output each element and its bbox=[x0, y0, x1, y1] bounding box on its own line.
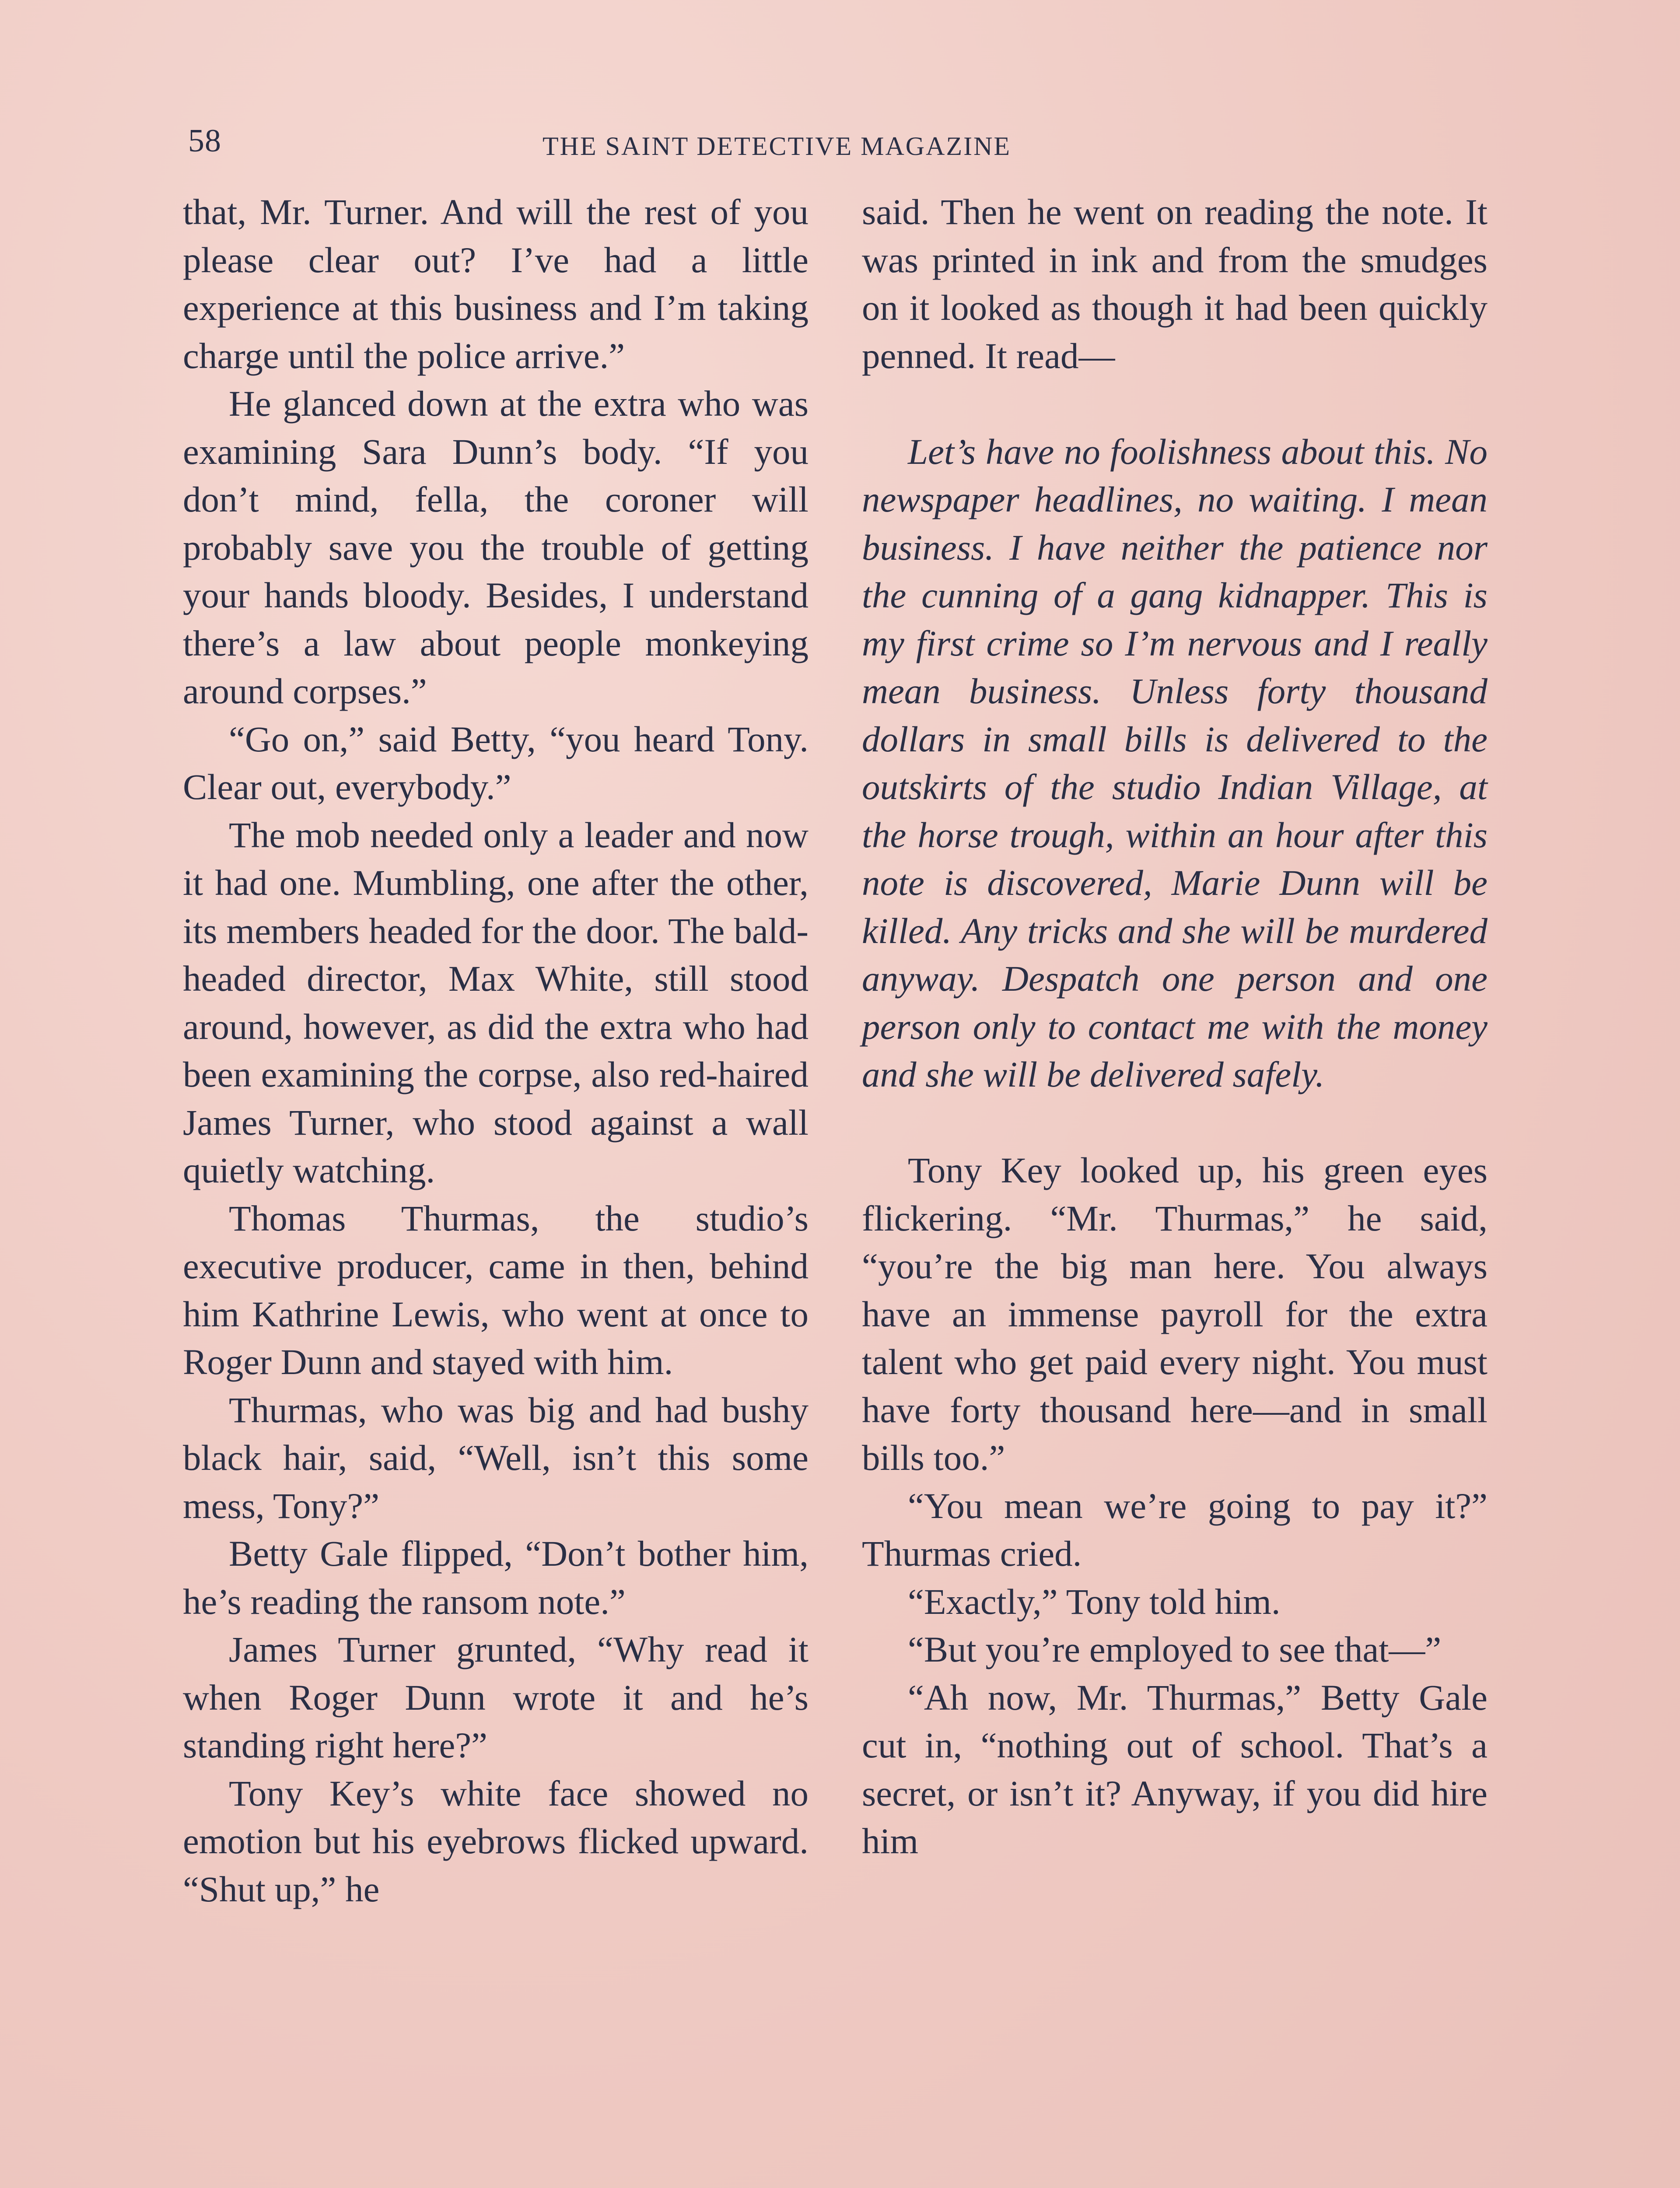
paragraph: Tony Key looked up, his green eyes flickering. “Mr. Thurmas,” he said, “you’re the big man here. You always have an immense payroll for the extra talent who get paid every night. You must have forty thousand here—and in small bills too.” bbox=[862, 1150, 1488, 1478]
paragraph: Betty Gale flipped, “Don’t bother him, he’s reading the ransom note.” bbox=[183, 1533, 808, 1622]
paragraph: Thurmas, who was big and had bushy black hair, said, “Well, isn’t this some mess, Tony?” bbox=[183, 1389, 808, 1526]
paragraph: The mob needed only a leader and now it had one. Mumbling, one after the other, its members headed for the door. The bald-headed director, Max White, still stood around, however, as did the extra who had been examining the corpse, also red-haired James Turner, who stood against a wall quietly watching. bbox=[183, 814, 808, 1190]
paragraph: that, Mr. Turner. And will the rest of you please clear out? I’ve had a little experience at this business and I’m taking charge until the police arrive.” bbox=[183, 192, 808, 376]
paragraph: “Ah now, Mr. Thurmas,” Betty Gale cut in, “nothing out of school. That’s a secret, or isn’t it? Anyway, if you did hire him bbox=[862, 1677, 1488, 1861]
paragraph: said. Then he went on reading the note. It was printed in ink and from the smudges on it looked as though it had been quickly penned. It read— bbox=[862, 192, 1488, 376]
paragraph: “You mean we’re going to pay it?” Thurmas cried. bbox=[862, 1485, 1488, 1574]
left-column bbox=[183, 188, 808, 1913]
running-head: THE SAINT DETECTIVE MAGAZINE bbox=[542, 132, 1012, 161]
right-column bbox=[862, 188, 1488, 1865]
paragraph: “But you’re employed to see that—” bbox=[908, 1629, 1442, 1669]
paragraph: He glanced down at the extra who was examining Sara Dunn’s body. “If you don’t mind, fella, the coroner will probably save you the trouble of getting your hands bloody. Besides, I understand there’s a law about people monkeying around corpses.” bbox=[183, 383, 808, 711]
paragraph: “Exactly,” Tony told him. bbox=[908, 1581, 1281, 1622]
paragraph: “Go on,” said Betty, “you heard Tony. Clear out, everybody.” bbox=[183, 719, 808, 807]
paragraph: Thomas Thurmas, the studio’s executive producer, came in then, behind him Kathrine Lewis, who went at once to Roger Dunn and stayed with him. bbox=[183, 1198, 808, 1382]
paragraph: Tony Key’s white face showed no emotion but his eyebrows flicked upward. “Shut up,” he bbox=[183, 1773, 808, 1909]
ransom-note: Let’s have no foolishness about this. No newspaper headlines, no waiting. I mean business. I have neither the patience nor the cunning of a gang kidnapper. This is my first crime so I’m nervous and I really mean business. Unless forty thousand dollars in small bills is delivered to the outskirts of the studio Indian Village, at the horse trough, within an hour after this note is discovered, Marie Dunn will be killed. Any tricks and she will be murdered anyway. Despatch one person and one person only to contact me with the money and she will be delivered safely. bbox=[862, 431, 1488, 1094]
paragraph: James Turner grunted, “Why read it when Roger Dunn wrote it and he’s standing right here?” bbox=[183, 1629, 808, 1765]
page-number: 58 bbox=[188, 123, 221, 159]
